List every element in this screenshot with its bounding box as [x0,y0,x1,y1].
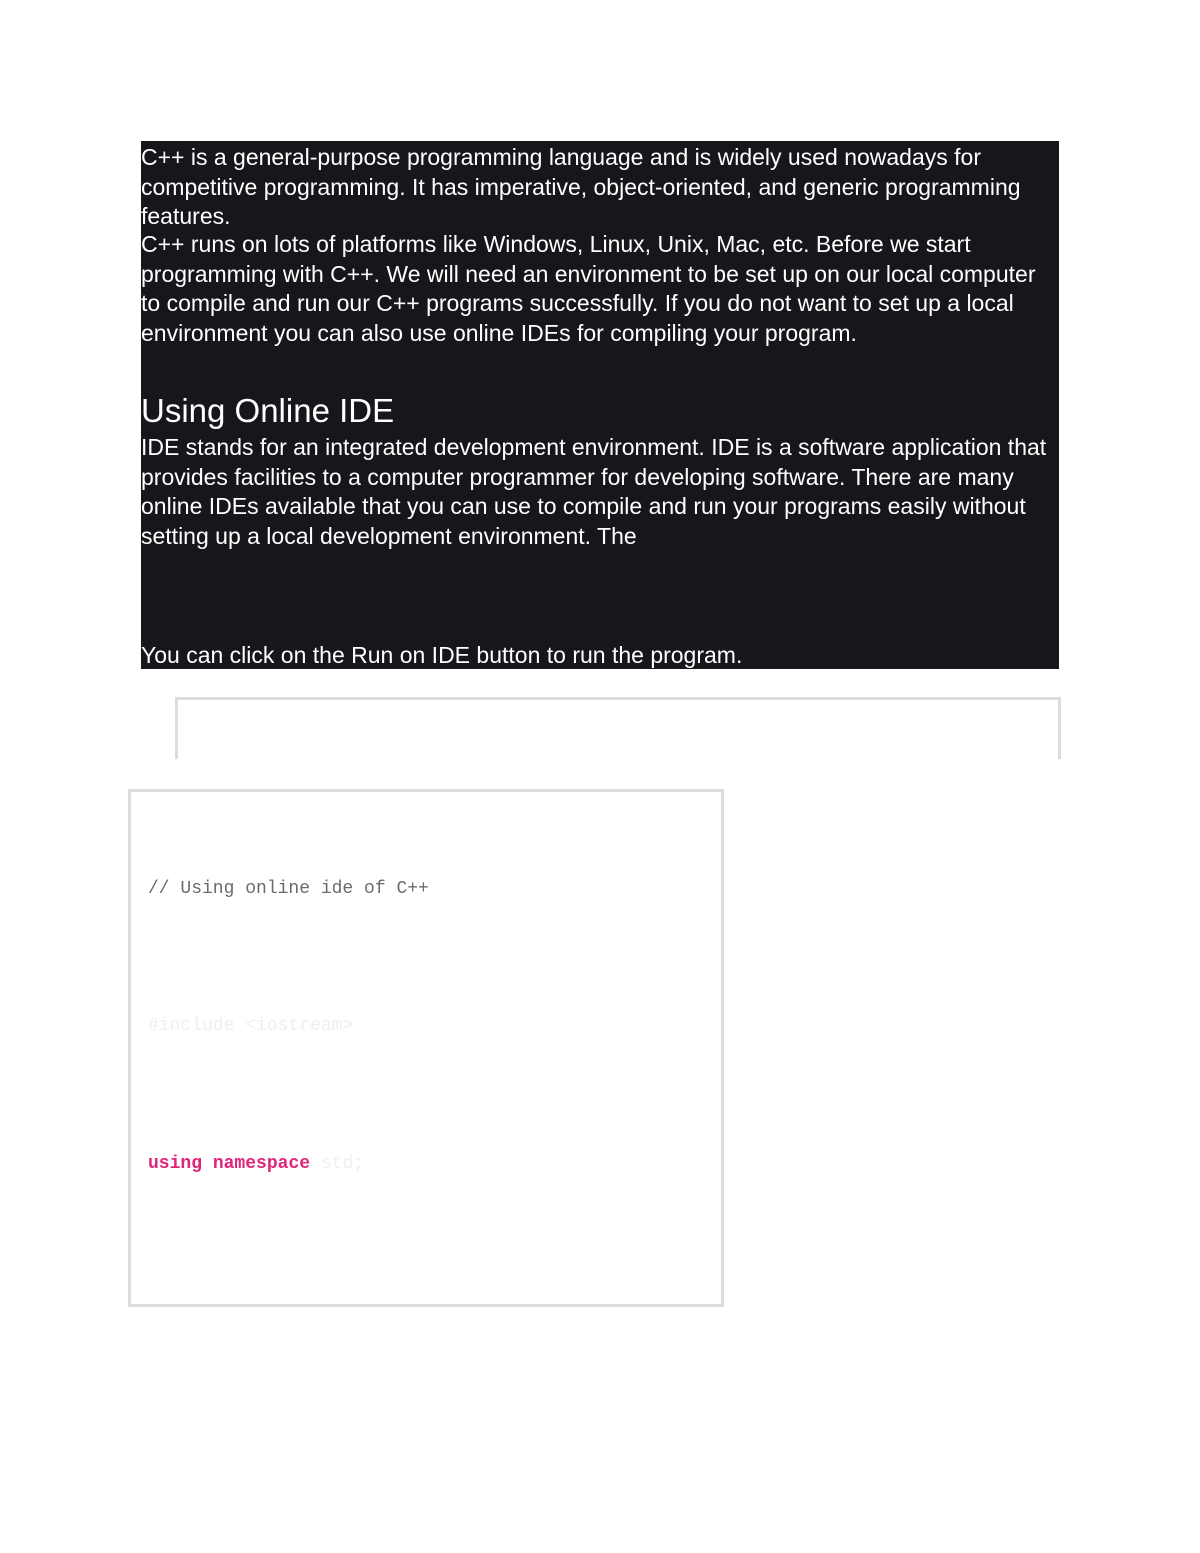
run-instruction-paragraph: You can click on the Run on IDE button to run the program. [141,642,743,668]
keyword-namespace: namespace [212,1154,311,1174]
article-text-block [141,141,1059,669]
section-heading: Using Online IDE [141,392,395,429]
code-include-line: #include <iostream> [148,1016,354,1036]
keyword-using: using [148,1154,203,1174]
platforms-paragraph: C++ runs on lots of platforms like Windows, Linux, Unix, Mac, etc. Before we start programming with C++. We will need an environment to be set up on our local computer to compile and run our C++ programs successfully. If you do not want to set up a local environment you can also use online IDEs for compiling your program. [141,231,1036,346]
embed-frame [175,697,1061,759]
code-using-line [148,1154,364,1174]
code-snippet [128,789,724,1307]
code-comment-line: // Using online ide of C++ [148,879,429,899]
ide-paragraph: IDE stands for an integrated development environment. IDE is a software application that provides facilities to a computer programmer for developing software. There are many online IDEs available that you can use to compile and run your programs easily without setting up a local development environment. The [141,434,1047,549]
namespace-std: std; [320,1154,365,1174]
intro-paragraph: C++ is a general-purpose programming language and is widely used nowadays for competitive programming. It has imperative, object-oriented, and generic programming features. [141,144,1021,229]
